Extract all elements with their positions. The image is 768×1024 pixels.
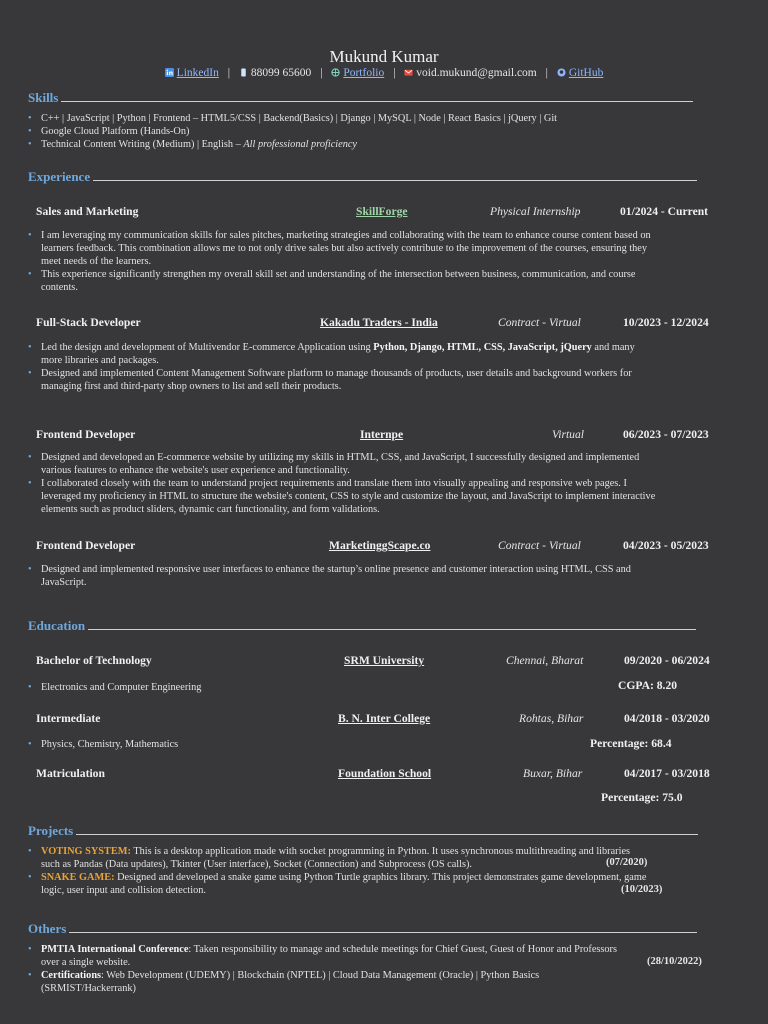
section-title: Education xyxy=(28,618,86,633)
separator: | xyxy=(227,67,231,79)
contact-bar xyxy=(0,67,768,79)
job-type: Contract - Virtual xyxy=(498,539,581,552)
school-location: Chennai, Bharat xyxy=(506,654,584,667)
job-type: Virtual xyxy=(552,428,584,441)
divider xyxy=(76,833,698,835)
list-item xyxy=(28,138,728,151)
others-list xyxy=(28,943,628,995)
separator: | xyxy=(545,67,548,79)
job-dates: 01/2024 - Current xyxy=(620,205,709,218)
section-heading-education xyxy=(28,618,696,634)
list-item xyxy=(28,969,628,995)
bullet-text: Led the design and development of Multivendor E-commerce Application using xyxy=(41,342,374,353)
section-title: Projects xyxy=(28,823,74,838)
job-bullets xyxy=(28,451,658,516)
job-bullets xyxy=(28,563,658,589)
github-icon xyxy=(557,68,566,77)
project-date: (10/2023) xyxy=(621,884,663,895)
section-heading-others xyxy=(28,921,697,937)
divider xyxy=(93,179,697,181)
achievement-title: Certifications xyxy=(41,970,102,981)
company-link[interactable]: Kakadu Traders - India xyxy=(320,316,438,329)
list-item: • Designed and developed an E-commerce website by utilizing my skills in HTML, CSS, and JavaScript, I successfully designed and implemented various features to enhance the website's user experience and functionality. xyxy=(28,451,658,477)
education-detail xyxy=(28,738,428,751)
divider xyxy=(88,628,696,630)
skills-list xyxy=(28,112,728,151)
list-item xyxy=(28,943,628,969)
section-title: Skills xyxy=(28,90,59,105)
school-location: Rohtas, Bihar xyxy=(519,712,584,725)
candidate-name: Mukund Kumar xyxy=(329,47,439,66)
job-bullets xyxy=(28,341,658,393)
skill-proficiency: All professional proficiency xyxy=(243,139,357,150)
job-title: Frontend Developer xyxy=(36,428,136,441)
project-date: (07/2020) xyxy=(606,857,648,868)
section-heading-skills xyxy=(28,90,693,106)
school-location: Buxar, Bihar xyxy=(523,767,583,780)
education-dates: 04/2018 - 03/2020 xyxy=(624,712,710,725)
project-name: SNAKE GAME xyxy=(41,872,112,883)
achievement-description: : Taken responsibility to manage and schedule meetings for Chief Guest, Guest of Honor and Professors over a single website. xyxy=(41,944,617,968)
job-title: Sales and Marketing xyxy=(36,205,139,218)
school-name[interactable]: B. N. Inter College xyxy=(338,712,431,725)
achievement-description: : Web Development (UDEMY) | Blockchain (NPTEL) | Cloud Data Management (Oracle) | Python Basics (SRMIST/Hackerrank) xyxy=(41,970,540,994)
email-address: void.mukund@gmail.com xyxy=(416,67,537,79)
job-dates: 04/2023 - 05/2023 xyxy=(623,539,709,552)
github-link[interactable]: GitHub xyxy=(568,67,604,79)
phone-icon xyxy=(239,68,248,77)
linkedin-icon xyxy=(165,68,174,77)
degree-title: Intermediate xyxy=(36,712,101,725)
projects-list xyxy=(28,845,648,897)
job-type: Physical Internship xyxy=(490,205,581,218)
company-link[interactable]: Internpe xyxy=(360,428,404,441)
section-heading-projects xyxy=(28,823,698,839)
job-bullets xyxy=(28,229,658,294)
project-colon: : xyxy=(111,872,115,883)
education-dates: 09/2020 - 06/2024 xyxy=(624,654,710,667)
company-link[interactable]: SkillForge xyxy=(356,205,408,218)
list-item: • Designed and implemented responsive user interfaces to enhance the startup’s online presence and customer interaction using HTML, CSS and JavaScript. xyxy=(28,563,658,589)
project-item xyxy=(28,845,648,871)
divider xyxy=(61,100,693,102)
separator: | xyxy=(393,67,396,79)
degree-title: Matriculation xyxy=(36,767,105,780)
list-item: • Electronics and Computer Engineering xyxy=(28,681,428,694)
mail-icon xyxy=(404,68,413,77)
project-description: Designed and developed a snake game using Python Turtle graphics library. This project demonstrates game development, game logic, user input and collision detection. xyxy=(41,872,647,896)
school-name[interactable]: SRM University xyxy=(344,654,425,667)
education-dates: 04/2017 - 03/2018 xyxy=(624,767,710,780)
job-title: Frontend Developer xyxy=(36,539,136,552)
linkedin-link[interactable]: LinkedIn xyxy=(176,67,219,79)
divider xyxy=(69,931,697,933)
project-description: This is a desktop application made with socket programming in Python. It uses synchronous multithreading and libraries such as Pandas (Data updates), Tkinter (User interface), Socket (Connection) and Subprocess (OS calls). xyxy=(41,846,631,870)
list-item: • I collaborated closely with the team to understand project requirements and translate them into visually appealing and responsive web pages. I leveraged my proficiency in HTML to structure the website's content, CSS to style and customize the layout, and JavaScript to implement interactive elements such as product sliders, dynamic cart functionality, and form validations. xyxy=(28,477,658,516)
skill-text: Technical Content Writing (Medium) | English – xyxy=(41,139,244,150)
company-link[interactable]: MarketinggScape.co xyxy=(329,539,431,552)
section-heading-experience xyxy=(28,169,697,185)
list-item: • Designed and implemented Content Management Software platform to manage thousands of products, user details and background workers for managing first and third-party shop owners to list and sell their products. xyxy=(28,367,658,393)
education-score: Percentage: 68.4 xyxy=(590,737,672,750)
job-dates: 06/2023 - 07/2023 xyxy=(623,428,709,441)
bullet-text: and many more libraries and packages. xyxy=(41,342,635,366)
job-title: Full-Stack Developer xyxy=(36,316,141,329)
tech-stack: Python, Django, HTML, CSS, JavaScript, jQuery xyxy=(373,342,592,353)
achievement-date: (28/10/2022) xyxy=(647,956,702,967)
portfolio-link[interactable]: Portfolio xyxy=(343,67,385,79)
separator: | xyxy=(320,67,323,79)
job-type: Contract - Virtual xyxy=(498,316,581,329)
education-score: Percentage: 75.0 xyxy=(601,791,683,804)
globe-icon xyxy=(331,68,340,77)
education-score: CGPA: 8.20 xyxy=(618,679,678,692)
list-item: • C++ | JavaScript | Python | Frontend – HTML5/CSS | Backend(Basics) | Django | MySQL | Node | React Basics | jQuery | Git xyxy=(28,112,728,125)
education-detail xyxy=(28,681,428,694)
list-item: • This experience significantly strengthen my overall skill set and understanding of the intersection between business, communication, and course contents. xyxy=(28,268,658,294)
achievement-title: PMTIA International Conference xyxy=(41,944,189,955)
section-title: Experience xyxy=(28,169,91,184)
list-item: • Physics, Chemistry, Mathematics xyxy=(28,738,428,751)
list-item: • Google Cloud Platform (Hands-On) xyxy=(28,125,728,138)
school-name[interactable]: Foundation School xyxy=(338,767,432,780)
project-colon: : xyxy=(127,846,131,857)
section-title: Others xyxy=(28,921,67,936)
project-name: VOTING SYSTEM xyxy=(41,846,128,857)
list-item: • I am leveraging my communication skills for sales pitches, marketing strategies and collaborating with the team to enhance course content based on learners feedback. This combination allows me to not only drive sales but also actively contribute to the improvement of the courses, ensuring they meet needs of the learners. xyxy=(28,229,658,268)
degree-title: Bachelor of Technology xyxy=(36,654,152,667)
phone-number: 88099 65600 xyxy=(250,67,312,79)
project-item xyxy=(28,871,648,897)
list-item xyxy=(28,341,658,367)
job-dates: 10/2023 - 12/2024 xyxy=(623,316,709,329)
